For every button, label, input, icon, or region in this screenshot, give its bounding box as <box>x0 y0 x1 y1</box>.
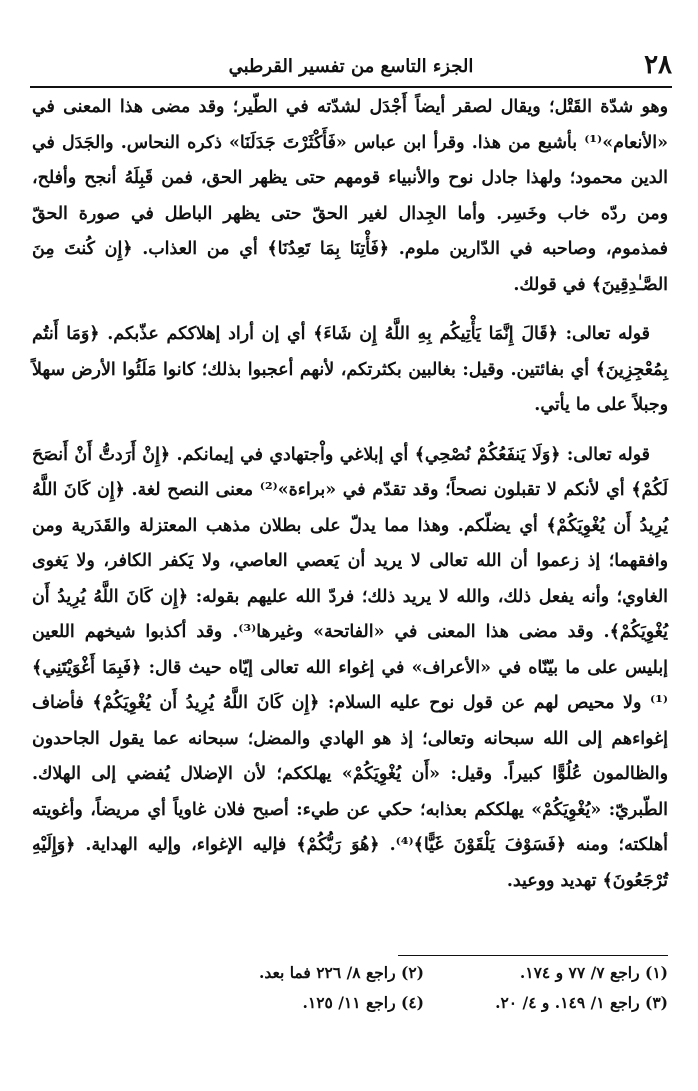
running-title: الجزء التاسع من تفسير القرطبي <box>228 56 474 77</box>
footnote: (١) راجع ٧/ ٧٧ و ١٧٤. <box>519 963 668 982</box>
paragraph: قوله تعالى: ﴿قَالَ إِنَّمَا يَأْتِيكُم بِهِ اللَّهُ إِن شَاءَ﴾ أي إن أراد إهلاككم عذّبكم. ﴿وَمَا أَنتُم بِمُعْجِزِينَ﴾ أي بفائتين. وقيل: بغالبين بكثرتكم، لأنهم أعجبوا بذلك؛ كانوا مَلَئُوا الأرض سهلاً وجبلاً على ما يأتي. <box>32 324 668 415</box>
body-text <box>32 90 668 899</box>
page-header <box>30 50 672 84</box>
footnote-row <box>180 988 668 1018</box>
header-rule <box>30 86 672 88</box>
page-number: ٢٨ <box>644 50 672 80</box>
paragraph: قوله تعالى: ﴿وَلَا يَنفَعُكُمْ نُصْحِي﴾ أي إبلاغي واْجتهادي في إيمانكم. ﴿إِنْ أَرَدتُّ أَنْ أَنصَحَ لَكُمْ﴾ أي لأنكم لا تقبلون نصحاً؛ وقد تقدّم في «براءة»⁽²⁾ معنى النصح لغة. ﴿إِن كَانَ اللَّهُ يُرِيدُ أَن يُغْوِيَكُمْ﴾ أي يضلّكم. وهذا مما يدلّ على بطلان مذهب المعتزلة والقَدَرية ومن وافقهما؛ إذ زعموا أن الله تعالى لا يريد أن يَعصي العاصي، ولا يَكفر الكافر، ولا يَغوى الغاوي؛ وأنه يفعل ذلك، والله لا يريد ذلك؛ فردّ الله عليهم بقوله: ﴿إِن كَانَ اللَّهُ يُرِيدُ أَن يُغْوِيَكُمْ﴾. وقد مضى هذا المعنى في «الفاتحة» وغيرها⁽³⁾. وقد أكذبوا شيخهم اللعين إبليس على ما بيّنّاه في «الأعراف» في إغواء الله تعالى إيّاه حيث قال: ﴿فَبِمَا أَغْوَيْتَنِي﴾⁽¹⁾ ولا محيص لهم عن قول نوح عليه السلام: ﴿إِن كَانَ اللَّهُ يُرِيدُ أَن يُغْوِيَكُمْ﴾ فأضاف إغواءهم إلى الله سبحانه وتعالى؛ إذ هو الهادي والمضل؛ سبحانه عما يقول الجاحدون والظالمون عُلُوًّا كبيراً. وقيل: «أَن يُغْوِيَكُمْ» يهلككم؛ لأن الإضلال يُفضي إلى الهلاك. الطّبريّ: «يُغْوِيَكُمْ» يهلككم بعذابه؛ حكي عن طيء: أصبح فلان غاوياً أي مريضاً، وأغويته أهلكته؛ ومنه ﴿فَسَوْفَ يَلْقَوْنَ غَيًّا﴾⁽⁴⁾. ﴿هُوَ رَبُّكُمْ﴾ فإليه الإغواء، وإليه الهداية. ﴿وَإِلَيْهِ تُرْجَعُونَ﴾ تهديد ووعيد. <box>32 444 669 891</box>
footnote-row <box>180 958 668 988</box>
footnote: (٢) راجع ٨/ ٢٢٦ فما بعد. <box>258 963 424 982</box>
footnote: (٣) راجع ١/ ١٤٩. و ٤/ ٢٠. <box>495 993 668 1012</box>
footnotes <box>180 958 668 1018</box>
paragraph: وهو شدّة القَتْل؛ ويقال لصقر أيضاً أَجْدَل لشدّته في الطّير؛ وقد مضى هذا المعنى في «الأنعام»⁽¹⁾ بأشبع من هذا. وقرأ ابن عباس «فَأَكْثَرْتَ جَدَلَنَا» ذكره النحاس. والجَدَل في الدين محمود؛ ولهذا جادل نوح والأنبياء قومهم حتى يظهر الحق، فمن قَبِلَهُ أنجح وأفلح، ومن ردّه خاب وخَسِر. وأما الجِدال لغير الحقّ حتى يظهر الباطل في صورة الحقّ فمذموم، وصاحبه في الدّارين ملوم. ﴿فَأْتِنَا بِمَا تَعِدُنَا﴾ أي من العذاب. ﴿إِن كُنتَ مِنَ الصَّـٰدِقِينَ﴾ في قولك. <box>32 97 669 295</box>
footnote-rule <box>398 955 668 956</box>
footnote: (٤) راجع ١١/ ١٢٥. <box>302 993 424 1012</box>
